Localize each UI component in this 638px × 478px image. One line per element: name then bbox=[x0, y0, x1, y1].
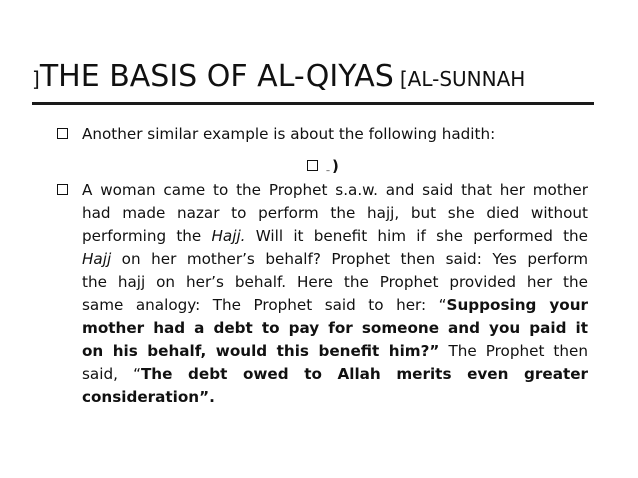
para-line bbox=[82, 225, 588, 248]
para-line bbox=[82, 386, 588, 409]
title-prefix: ] bbox=[32, 67, 40, 91]
para-bold: on his behalf, would this benefit him?” bbox=[82, 342, 440, 360]
para-line: A woman came to the Prophet s.a.w. and said that her mother bbox=[82, 181, 588, 199]
subbullet-square-icon bbox=[307, 160, 318, 171]
para-bold: mother had a debt to pay for someone and you paid it bbox=[82, 319, 588, 337]
para-line: had made nazar to perform the hajj, but she died without bbox=[82, 204, 588, 222]
para-line bbox=[82, 340, 588, 363]
bullet-square-icon bbox=[57, 184, 68, 195]
bullet-text-1: Another similar example is about the following hadith: bbox=[82, 125, 496, 143]
para-bold: Supposing your bbox=[446, 296, 588, 314]
para-text: said, “ bbox=[82, 365, 141, 383]
para-bold: The debt owed to Allah merits even greater bbox=[140, 365, 588, 383]
para-text: performing the bbox=[82, 227, 212, 245]
para-italic: Hajj. bbox=[211, 227, 246, 245]
slide-title bbox=[32, 59, 592, 94]
para-line bbox=[82, 317, 588, 340]
para-text: Will it benefit him if she performed the bbox=[245, 227, 588, 245]
para-bold: consideration”. bbox=[82, 388, 215, 406]
para-italic: Hajj bbox=[82, 250, 112, 268]
para-text: same analogy: The Prophet said to her: “ bbox=[82, 296, 447, 314]
subbullet-paren: ) bbox=[332, 157, 339, 175]
para-line bbox=[82, 294, 588, 317]
para-line bbox=[82, 363, 588, 386]
subbullet-text bbox=[326, 156, 339, 181]
para-line: the hajj on her’s behalf. Here the Prophet provided her the bbox=[82, 273, 588, 291]
subbullet-dash: – bbox=[326, 166, 330, 175]
bullet-text-2 bbox=[82, 179, 588, 409]
para-text: on her mother’s behalf? Prophet then said: Yes perform bbox=[111, 250, 588, 268]
para-text: The Prophet then bbox=[439, 342, 588, 360]
para-line bbox=[82, 248, 588, 271]
title-suffix: [AL-SUNNAH bbox=[399, 67, 526, 91]
title-underline bbox=[32, 102, 594, 105]
title-main: THE BASIS OF AL-QIYAS bbox=[39, 59, 394, 94]
bullet-square-icon bbox=[57, 128, 68, 139]
